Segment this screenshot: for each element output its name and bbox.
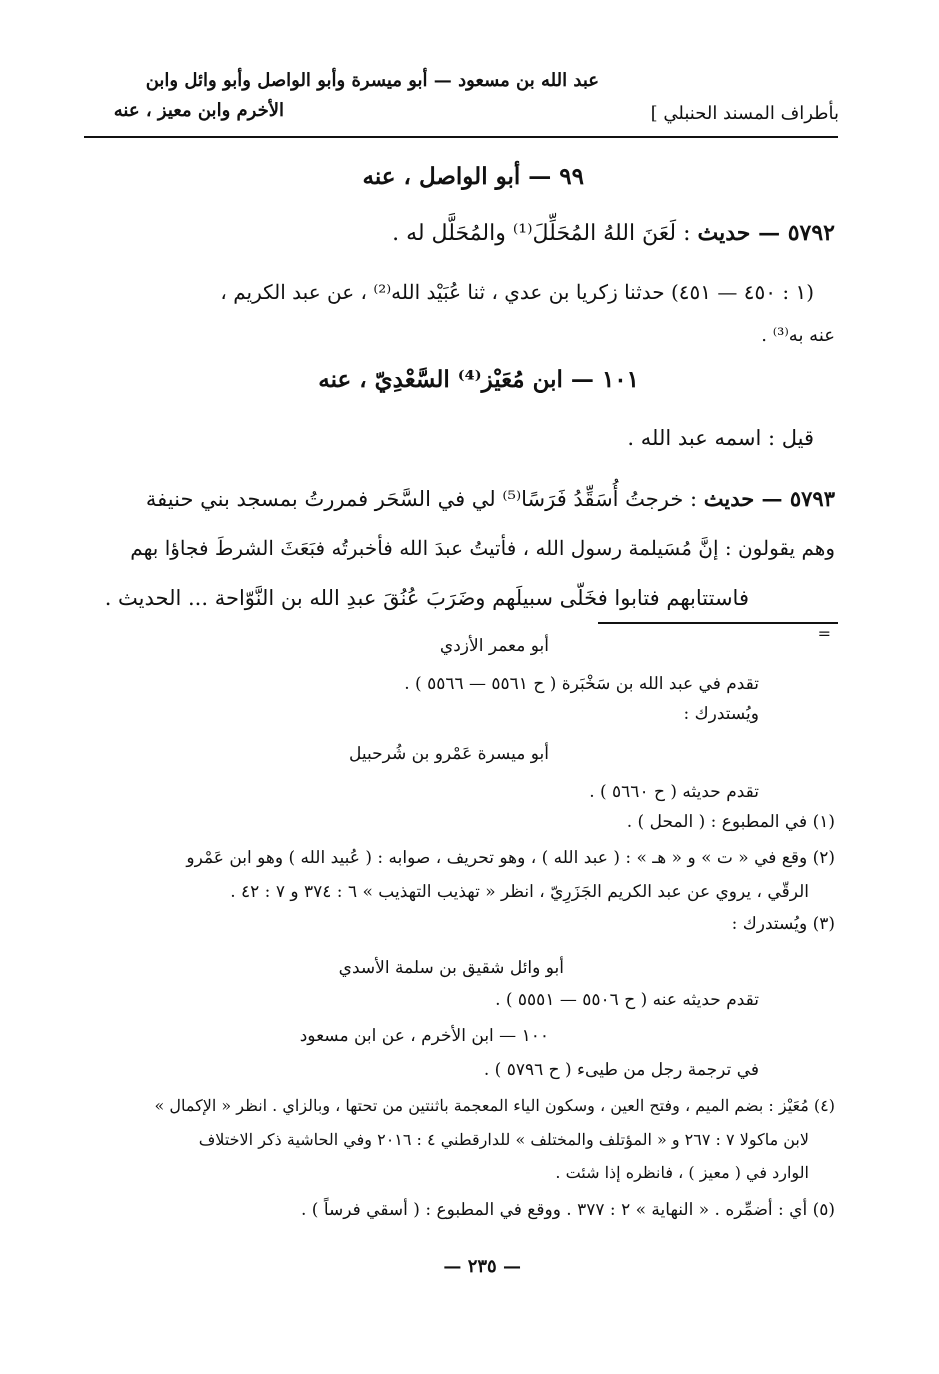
footnote-2-line2: الرقّي ، يروي عن عبد الكريم الجَزَرِيّ ، انظر « تهذيب التهذيب » ٦ : ٣٧٤ و ٧ : ٤٢ . (230, 882, 809, 902)
footnote-5: (٥) أي : أضمِّره . « النهاية » ٢ : ٣٧٧ . ووقع في المطبوع : ( أسقي فرساً ) . (300, 1200, 835, 1220)
header-title-line2: الأخرم وابن معيز ، عنه (113, 100, 284, 121)
footnote-4-line3: الوارد في ( معيز ) ، فانظره إذا شئت . (555, 1163, 809, 1182)
footnote-cont-4: أبو ميسرة عَمْرو بن شُرحبيل (348, 744, 549, 764)
section-101-note: قيل : اسمه عبد الله . (627, 426, 814, 450)
footnote-3-d: في ترجمة رجل من طيىء ( ح ٥٧٩٦ ) . (483, 1060, 759, 1080)
section-101-heading: ١٠١ — ابن مُعَيْز⁽⁴⁾ السَّعْدِيّ ، عنه (318, 366, 639, 393)
footnote-1: (١) في المطبوع : ( المحل ) . (626, 812, 835, 832)
hadith-5793-text-1: : خرجتُ أُسَقِّدُ فَرَسًا⁽⁵⁾ لي في السَّحَر فمررتُ بمسجد بني حنيفة (145, 487, 698, 511)
hadith-5793-line3: فاستتابهم فتابوا فخَلّى سبيلَهم وضَرَبَ عُنُقَ عبدِ الله بن النَّوّاحة ... الحديث . (104, 586, 749, 610)
section-99-heading: ٩٩ — أبو الواصل ، عنه (362, 163, 584, 190)
hadith-5793-number: ٥٧٩٣ — حديث (703, 486, 835, 511)
hadith-5792-text: : لَعَنَ اللهُ المُحَلِّلَ⁽¹⁾ والمُحَلَّل له . (392, 221, 691, 246)
header-book-title: بأطراف المسند الحنبلي ] (650, 103, 839, 124)
header-title-line1: عبد الله بن مسعود — أبو ميسرة وأبو الواصل وأبو وائل وابن (145, 70, 599, 91)
isnad-5792-line2: عنه به⁽³⁾ . (761, 325, 835, 346)
footnote-cont-5: تقدم حديثه ( ح ٥٦٦٠ ) . (589, 782, 759, 802)
footnote-4-line1: (٤) مُعَيْز : بضم الميم ، وفتح العين ، وسكون الياء المعجمة باثنتين من تحتها ، وبالزاي . انظر « الإكمال » (154, 1096, 835, 1115)
footnote-continuation-marker: = (817, 624, 831, 643)
footnote-cont-1: أبو معمر الأزدي (439, 636, 549, 656)
footnote-3: (٣) ويُستدرك : (731, 914, 835, 934)
hadith-5793-line2: وهم يقولون : إنَّ مُسَيلمة رسول الله ، فأتيتُ عبدَ الله فأخبرتُه فبَعَثَ الشرطَ فجاؤا بهم (130, 536, 835, 560)
footnote-cont-3: ويُستدرك : (683, 704, 759, 724)
isnad-5792-line1: (١ : ٤٥٠ — ٤٥١) حدثنا زكريا بن عدي ، ثنا عُبَيْد الله⁽²⁾ ، عن عبد الكريم ، (220, 280, 814, 304)
hadith-5793-line1 (146, 486, 835, 511)
footnote-cont-2: تقدم في عبد الله بن سَخْبَرة ( ح ٥٥٦١ — ٥٥٦٦ ) . (404, 674, 759, 694)
footnote-3-b: تقدم حديثه عنه ( ح ٥٥٠٦ — ٥٥٥١ ) . (495, 990, 759, 1010)
footnote-4-line2: لابن ماكولا ٧ : ٢٦٧ و « المؤتلف والمختلف » للدارقطني ٤ : ٢٠١٦ وفي الحاشية ذكر الاختلاف (198, 1130, 809, 1149)
header-rule (84, 136, 838, 138)
footnote-3-a: أبو وائل شقيق بن سلمة الأسدي (338, 958, 564, 978)
hadith-5792-number: ٥٧٩٢ — حديث (697, 220, 835, 246)
footnote-2-line1: (٢) وقع في « ت » و « هـ » : ( عبد الله ) ، وهو تحريف ، صوابه : ( عُبيد الله ) وهو ابن عَمْرو (186, 848, 835, 868)
footnote-3-c: ١٠٠ — ابن الأخرم ، عن ابن مسعود (299, 1026, 549, 1046)
hadith-5792 (392, 220, 835, 246)
page-number: — ٢٣٥ — (443, 1256, 521, 1277)
footnote-rule (598, 622, 838, 624)
